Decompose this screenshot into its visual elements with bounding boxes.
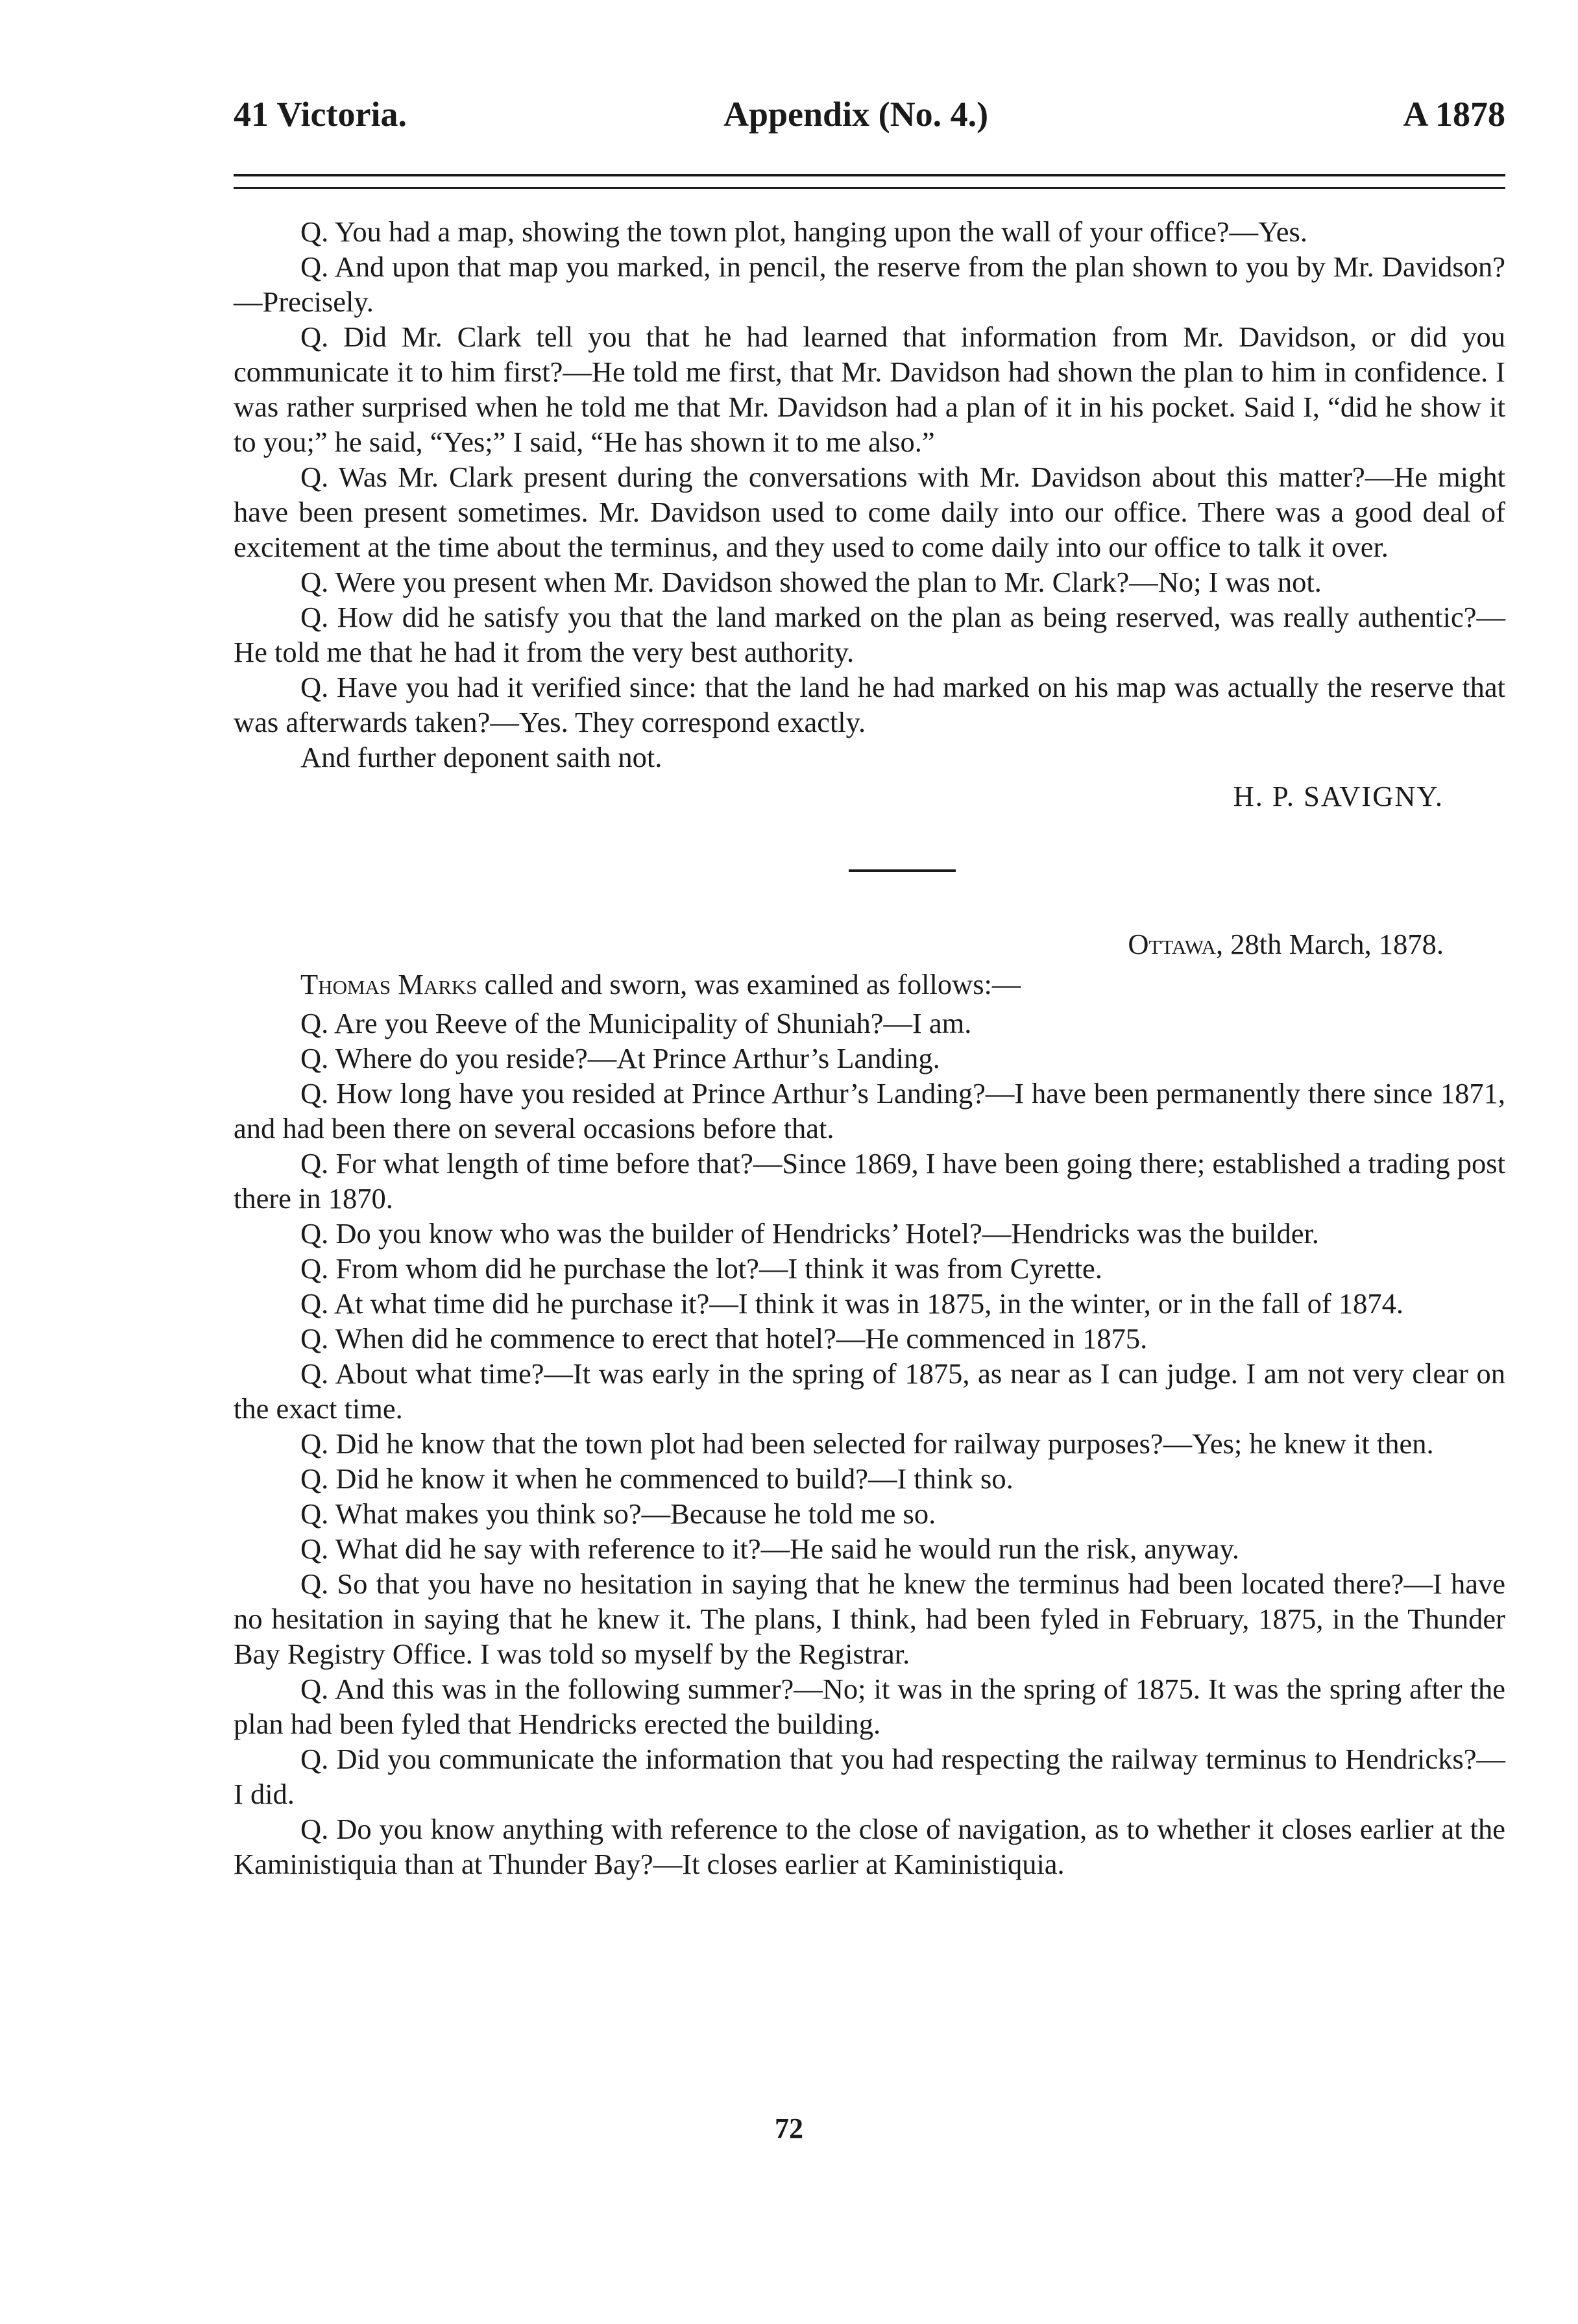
question-answer: Q. Did Mr. Clark tell you that he had learned that information from Mr. Davidson, or did you communicate it to him first?—He told me first, that Mr. Davidson had shown the plan to him in confidence. I was rather surprised when he told me that Mr. Davidson had a plan of it in his pocket. Said I, “did he show it to you;” he said, “Yes;” I said, “He has shown it to me also.”: [234, 321, 1505, 458]
question-answer: Q. Do you know who was the builder of Hendricks’ Hotel?—Hendricks was the builder.: [300, 1217, 1319, 1250]
savigny-testimony: [234, 214, 1505, 740]
question-answer: Q. For what length of time before that?—Since 1869, I have been going there; established a trading post there in 1870.: [234, 1147, 1505, 1215]
dateline: [234, 926, 1505, 962]
question-answer: Q. How did he satisfy you that the land marked on the plan as being reserved, was really authentic?—He told me that he had it from the very best authority.: [234, 601, 1505, 668]
question-answer: Q. Have you had it verified since: that the land he had marked on his map was actually the reserve that was afterwards taken?—Yes. They correspond exactly.: [234, 671, 1505, 738]
witness-intro-text: called and sworn, was examined as follows:—: [477, 968, 1021, 1000]
question-answer: Q. And upon that map you marked, in pencil, the reserve from the plan shown to you by Mr. Davidson?—Precisely.: [234, 250, 1505, 318]
dateline-date: , 28th March, 1878.: [1215, 928, 1444, 960]
signature: H. P. SAVIGNY.: [1233, 780, 1444, 812]
header-session: 41 Victoria.: [234, 95, 407, 134]
question-answer: Q. About what time?—It was early in the spring of 1875, as near as I can judge. I am not very clear on the exact time.: [234, 1357, 1505, 1425]
question-answer: Q. How long have you resided at Prince Arthur’s Landing?—I have been permanently there since 1871, and had been there on several occasions before that.: [234, 1077, 1505, 1144]
question-answer: Q. What makes you think so?—Because he told me so.: [300, 1497, 936, 1530]
question-answer: Q. Do you know anything with reference to the close of navigation, as to whether it closes earlier at the Kaministiquia than at Thunder Bay?—It closes earlier at Kaministiquia.: [234, 1813, 1505, 1880]
question-answer: Q. What did he say with reference to it?—He said he would run the risk, anyway.: [300, 1532, 1240, 1565]
header-year: A 1878: [1403, 95, 1505, 134]
question-answer: Q. You had a map, showing the town plot, hanging upon the wall of your office?—Yes.: [300, 215, 1308, 248]
running-head: [234, 94, 1505, 152]
question-answer: Q. So that you have no hesitation in saying that he knew the terminus had been located there?—I have no hesitation in saying that he knew it. The plans, I think, had been fyled in February, 1875, in the Thunder Bay Registry Office. I was told so myself by the Registrar.: [234, 1567, 1505, 1670]
question-answer: Q. Did you communicate the information that you had respecting the railway terminus to Hendricks?—I did.: [234, 1743, 1505, 1810]
question-answer: Q. Did he know it when he commenced to build?—I think so.: [300, 1462, 1014, 1495]
question-answer: Q. At what time did he purchase it?—I think it was in 1875, in the winter, or in the fall of 1874.: [300, 1287, 1404, 1320]
witness-name: Thomas Marks: [300, 968, 478, 1000]
question-answer: Q. Was Mr. Clark present during the conversations with Mr. Davidson about this matter?—He might have been present sometimes. Mr. Davidson used to come daily into our office. There was a good deal of excitement at the time about the terminus, and they used to come daily into our office to talk it over.: [234, 461, 1505, 563]
deponent-closing: And further deponent saith not.: [300, 741, 662, 773]
question-answer: Q. And this was in the following summer?—No; it was in the spring of 1875. It was the spring after the plan had been fyled that Hendricks erected the building.: [234, 1673, 1505, 1740]
question-answer: Q. When did he commence to erect that hotel?—He commenced in 1875.: [300, 1322, 1148, 1355]
witness-intro: [234, 967, 1505, 1002]
question-answer: Q. Were you present when Mr. Davidson showed the plan to Mr. Clark?—No; I was not.: [300, 566, 1322, 598]
section-divider: [849, 869, 956, 872]
question-answer: Q. Did he know that the town plot had been selected for railway purposes?—Yes; he knew it then.: [300, 1427, 1434, 1460]
dateline-place: Ottawa: [1128, 928, 1216, 960]
marks-testimony: [234, 1006, 1505, 1882]
page-number: 72: [775, 2112, 803, 2144]
question-answer: Q. Are you Reeve of the Municipality of Shuniah?—I am.: [300, 1007, 972, 1039]
question-answer: Q. From whom did he purchase the lot?—I think it was from Cyrette.: [300, 1252, 1102, 1285]
header-appendix: Appendix (No. 4.): [723, 95, 989, 134]
testimony-body: [234, 214, 1505, 1882]
question-answer: Q. Where do you reside?—At Prince Arthur’s Landing.: [300, 1042, 940, 1074]
header-rule: [234, 174, 1505, 189]
